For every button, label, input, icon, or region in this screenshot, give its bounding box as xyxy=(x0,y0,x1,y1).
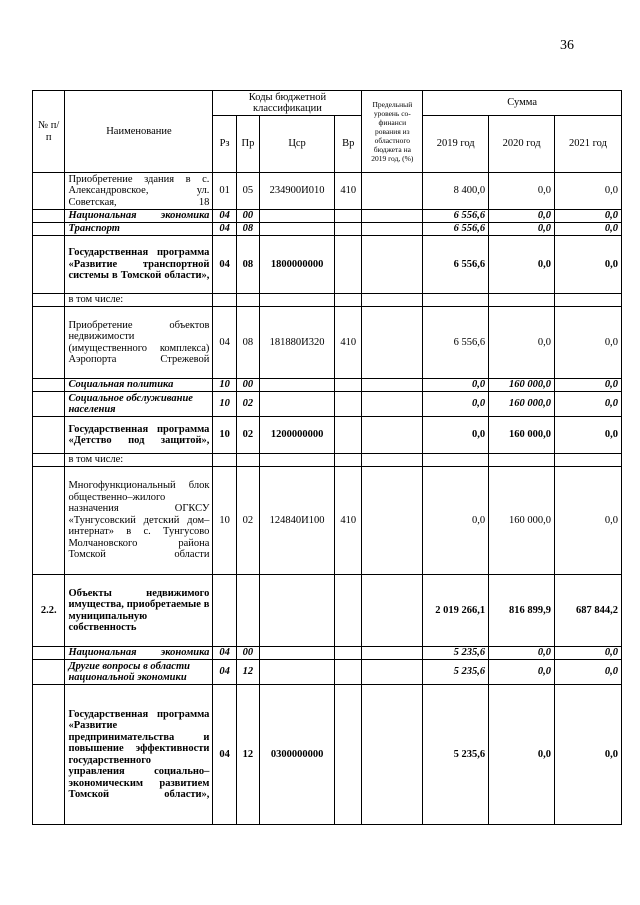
cell-cofin xyxy=(362,307,423,379)
cell-cofin xyxy=(362,454,423,467)
cell-name: Многофункциональный блок общественно–жилого назначения ОГКСУ «Тунгусовский детский дом–интернат» в с. Тунгусово Молчановского района Томской области xyxy=(65,467,213,575)
cell-2020: 0,0 xyxy=(489,660,555,685)
cell-2021: 0,0 xyxy=(555,392,622,417)
header-cofinancing: Предельный уровень со-финанси рования из областного бюджета на 2019 год, (%) xyxy=(362,91,423,173)
cell-csr: 234900И010 xyxy=(260,173,335,210)
cell-rz: 04 xyxy=(213,660,236,685)
header-name: Наименование xyxy=(65,91,213,173)
cell-num xyxy=(33,647,65,660)
cell-2019: 6 556,6 xyxy=(423,236,489,294)
cell-2021: 0,0 xyxy=(555,417,622,454)
header-codes-group: Коды бюджетной классификации xyxy=(213,91,362,116)
cell-2020: 160 000,0 xyxy=(489,417,555,454)
header-2021: 2021 год xyxy=(555,116,622,173)
cell-2021: 0,0 xyxy=(555,173,622,210)
cell-rz: 04 xyxy=(213,307,236,379)
cell-vr: 410 xyxy=(335,307,362,379)
cell-2020 xyxy=(489,294,555,307)
budget-table xyxy=(32,90,622,825)
cell-2021: 0,0 xyxy=(555,467,622,575)
cell-2021: 0,0 xyxy=(555,379,622,392)
cell-2019: 8 400,0 xyxy=(423,173,489,210)
cell-name: Национальная экономика xyxy=(65,647,213,660)
cell-cofin xyxy=(362,294,423,307)
cell-name: Другие вопросы в области национальной экономики xyxy=(65,660,213,685)
cell-2019: 5 235,6 xyxy=(423,685,489,825)
cell-name: в том числе: xyxy=(65,294,213,307)
cell-pr xyxy=(236,454,259,467)
table-row xyxy=(33,307,622,379)
cell-pr: 08 xyxy=(236,307,259,379)
cell-csr xyxy=(260,660,335,685)
cell-2021 xyxy=(555,294,622,307)
cell-csr xyxy=(260,647,335,660)
cell-2021: 0,0 xyxy=(555,307,622,379)
cell-2019: 6 556,6 xyxy=(423,307,489,379)
table-row xyxy=(33,210,622,223)
cell-2020: 160 000,0 xyxy=(489,467,555,575)
cell-pr: 08 xyxy=(236,223,259,236)
cell-pr: 02 xyxy=(236,392,259,417)
cell-pr: 05 xyxy=(236,173,259,210)
cell-2021: 0,0 xyxy=(555,210,622,223)
cell-name: Социальное обслуживание населения xyxy=(65,392,213,417)
cell-vr xyxy=(335,392,362,417)
cell-2021: 0,0 xyxy=(555,660,622,685)
cell-2021: 0,0 xyxy=(555,223,622,236)
cell-num xyxy=(33,379,65,392)
cell-num xyxy=(33,685,65,825)
cell-num xyxy=(33,236,65,294)
cell-2019: 6 556,6 xyxy=(423,210,489,223)
cell-2020: 0,0 xyxy=(489,173,555,210)
cell-num xyxy=(33,307,65,379)
cell-cofin xyxy=(362,392,423,417)
cell-name: в том числе: xyxy=(65,454,213,467)
cell-cofin xyxy=(362,417,423,454)
cell-num xyxy=(33,392,65,417)
cell-2020 xyxy=(489,454,555,467)
cell-2020: 0,0 xyxy=(489,647,555,660)
cell-pr: 12 xyxy=(236,660,259,685)
table-row xyxy=(33,660,622,685)
cell-2019 xyxy=(423,294,489,307)
cell-pr: 08 xyxy=(236,236,259,294)
table-row xyxy=(33,575,622,647)
table-row xyxy=(33,647,622,660)
cell-2020: 816 899,9 xyxy=(489,575,555,647)
cell-pr xyxy=(236,575,259,647)
cell-name: Приобретение здания в с. Александровское, ул. Советская, 18 xyxy=(65,173,213,210)
cell-rz: 04 xyxy=(213,647,236,660)
cell-rz: 10 xyxy=(213,467,236,575)
cell-cofin xyxy=(362,660,423,685)
cell-cofin xyxy=(362,379,423,392)
cell-vr xyxy=(335,236,362,294)
cell-num xyxy=(33,223,65,236)
cell-rz: 04 xyxy=(213,210,236,223)
cell-name: Государственная программа «Развитие транспортной системы в Томской области», xyxy=(65,236,213,294)
cell-csr: 1800000000 xyxy=(260,236,335,294)
cell-pr: 00 xyxy=(236,647,259,660)
cell-rz: 10 xyxy=(213,392,236,417)
table-row xyxy=(33,685,622,825)
table-row xyxy=(33,392,622,417)
cell-vr xyxy=(335,294,362,307)
table-row xyxy=(33,454,622,467)
cell-vr xyxy=(335,660,362,685)
table-row xyxy=(33,379,622,392)
header-2020: 2020 год xyxy=(489,116,555,173)
cell-cofin xyxy=(362,173,423,210)
header-pr: Пр xyxy=(236,116,259,173)
cell-num xyxy=(33,467,65,575)
cell-name: Национальная экономика xyxy=(65,210,213,223)
cell-name: Государственная программа «Детство под защитой», xyxy=(65,417,213,454)
cell-vr xyxy=(335,210,362,223)
cell-cofin xyxy=(362,223,423,236)
cell-cofin xyxy=(362,647,423,660)
cell-csr: 0300000000 xyxy=(260,685,335,825)
page-number: 36 xyxy=(560,38,574,53)
header-2019: 2019 год xyxy=(423,116,489,173)
cell-rz xyxy=(213,575,236,647)
cell-csr xyxy=(260,454,335,467)
cell-2019: 2 019 266,1 xyxy=(423,575,489,647)
cell-2021: 687 844,2 xyxy=(555,575,622,647)
cell-csr xyxy=(260,210,335,223)
cell-2019: 5 235,6 xyxy=(423,660,489,685)
cell-vr xyxy=(335,454,362,467)
cell-cofin xyxy=(362,575,423,647)
table-row xyxy=(33,417,622,454)
header-csr: Цср xyxy=(260,116,335,173)
cell-pr: 02 xyxy=(236,467,259,575)
cell-2021: 0,0 xyxy=(555,236,622,294)
cell-2019: 0,0 xyxy=(423,467,489,575)
cell-rz: 04 xyxy=(213,223,236,236)
cell-name: Транспорт xyxy=(65,223,213,236)
cell-2021 xyxy=(555,454,622,467)
cell-csr xyxy=(260,223,335,236)
cell-csr xyxy=(260,379,335,392)
cell-2020: 0,0 xyxy=(489,223,555,236)
cell-num xyxy=(33,417,65,454)
table-row xyxy=(33,294,622,307)
header-vr: Вр xyxy=(335,116,362,173)
cell-rz: 04 xyxy=(213,236,236,294)
cell-name: Объекты недвижимого имущества, приобретаемые в муниципальную собственность xyxy=(65,575,213,647)
cell-rz: 10 xyxy=(213,379,236,392)
cell-cofin xyxy=(362,236,423,294)
cell-name: Социальная политика xyxy=(65,379,213,392)
table-row xyxy=(33,236,622,294)
header-num: № п/п xyxy=(33,91,65,173)
cell-pr: 00 xyxy=(236,210,259,223)
cell-vr: 410 xyxy=(335,467,362,575)
cell-rz: 01 xyxy=(213,173,236,210)
cell-vr: 410 xyxy=(335,173,362,210)
cell-2020: 0,0 xyxy=(489,236,555,294)
cell-2021: 0,0 xyxy=(555,685,622,825)
cell-2019: 0,0 xyxy=(423,379,489,392)
header-sum-group: Сумма xyxy=(423,91,622,116)
cell-2020: 160 000,0 xyxy=(489,392,555,417)
cell-vr xyxy=(335,685,362,825)
table-row xyxy=(33,223,622,236)
table-row xyxy=(33,467,622,575)
cell-2020: 0,0 xyxy=(489,210,555,223)
cell-2020: 0,0 xyxy=(489,307,555,379)
cell-csr: 1200000000 xyxy=(260,417,335,454)
cell-cofin xyxy=(362,685,423,825)
cell-cofin xyxy=(362,210,423,223)
cell-csr xyxy=(260,294,335,307)
cell-2019: 0,0 xyxy=(423,392,489,417)
cell-name: Приобретение объектов недвижимости (имущественного комплекса) Аэропорта Стрежевой xyxy=(65,307,213,379)
cell-2020: 0,0 xyxy=(489,685,555,825)
cell-pr: 12 xyxy=(236,685,259,825)
cell-rz xyxy=(213,294,236,307)
cell-vr xyxy=(335,575,362,647)
cell-name: Государственная программа «Развитие предпринимательства и повышение эффективности государственного управления социально–экономическим развитием Томской области», xyxy=(65,685,213,825)
cell-num xyxy=(33,660,65,685)
cell-csr xyxy=(260,575,335,647)
cell-rz xyxy=(213,454,236,467)
cell-2019 xyxy=(423,454,489,467)
cell-pr: 02 xyxy=(236,417,259,454)
cell-pr: 00 xyxy=(236,379,259,392)
table-row xyxy=(33,173,622,210)
cell-csr xyxy=(260,392,335,417)
cell-vr xyxy=(335,223,362,236)
cell-2021: 0,0 xyxy=(555,647,622,660)
cell-num: 2.2. xyxy=(33,575,65,647)
cell-2019: 6 556,6 xyxy=(423,223,489,236)
cell-2019: 5 235,6 xyxy=(423,647,489,660)
cell-vr xyxy=(335,417,362,454)
cell-num xyxy=(33,294,65,307)
cell-rz: 10 xyxy=(213,417,236,454)
cell-num xyxy=(33,173,65,210)
cell-csr: 181880И320 xyxy=(260,307,335,379)
header-rz: Рз xyxy=(213,116,236,173)
cell-vr xyxy=(335,379,362,392)
cell-num xyxy=(33,210,65,223)
cell-cofin xyxy=(362,467,423,575)
cell-csr: 124840И100 xyxy=(260,467,335,575)
cell-vr xyxy=(335,647,362,660)
cell-num xyxy=(33,454,65,467)
cell-2020: 160 000,0 xyxy=(489,379,555,392)
cell-2019: 0,0 xyxy=(423,417,489,454)
cell-pr xyxy=(236,294,259,307)
cell-rz: 04 xyxy=(213,685,236,825)
